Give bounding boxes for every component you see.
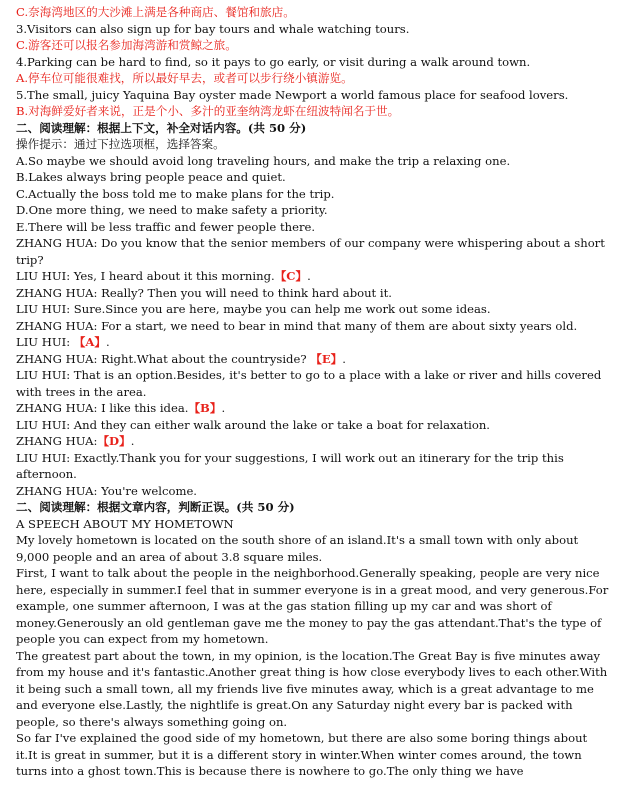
answer-dropdown[interactable]: 【A】 (73, 335, 106, 349)
option-item: A.So maybe we should avoid long traveling hours, and make the trip a relaxing one. (16, 153, 511, 168)
dialogue-line: LIU HUI: 【A】. (16, 335, 110, 349)
dialogue-line: LIU HUI: And they can either walk around the lake or take a boat for relaxation. (16, 417, 490, 432)
option-item: D.One more thing, we need to make safety a priority. (16, 203, 328, 217)
answer-dropdown[interactable]: 【B】 (188, 401, 222, 415)
dialogue-line: LIU HUI: Yes, I heard about it this morning.【C】. (16, 269, 311, 283)
document-page (16, 4, 612, 780)
option-list (16, 153, 612, 236)
statement-line: 5.The small, juicy Yaquina Bay oyster made Newport a world famous place for seafood lovers. (16, 87, 569, 102)
passage-paragraph: My lovely hometown is located on the south shore of an island.It's a small town with only about 9,000 people and an area of about 3.8 square miles. (16, 533, 582, 564)
section-heading: 二、阅读理解：根据文章内容，判断正误。(共 50 分) (16, 500, 295, 514)
answer-dropdown[interactable]: 【E】 (310, 351, 343, 366)
answer-dropdown[interactable]: 【C】 (274, 269, 308, 283)
dialogue-line: ZHANG HUA: I like this idea.【B】. (16, 401, 226, 415)
dialogue-line: ZHANG HUA: Do you know that the senior members of our company were whispering about a short trip? (16, 236, 609, 267)
translation-line: B.对海鲜爱好者来说，正是个小、多汁的亚奎纳湾龙虾在纽波特闻名于世。 (16, 104, 400, 118)
dialogue-line: LIU HUI: That is an option.Besides, it's better to go to a place with a lake or river and hills covered with trees in the area. (16, 368, 605, 399)
passage (16, 532, 612, 780)
passage-paragraph: So far I've explained the good side of my hometown, but there are also some boring things about it.It is great in summer, but it is a different story in winter.When winter comes around, the town turns into a ghost town.This is because there is nowhere to go.The only thing we have (16, 731, 591, 778)
translation-line: C.奈海湾地区的大沙滩上满是各种商店、餐馆和旅店。 (16, 5, 295, 19)
operation-hint: 操作提示：通过下拉选项框，选择答案。 (16, 137, 225, 151)
passage-paragraph: First, I want to talk about the people in the neighborhood.Generally speaking, people are very nice here, especially in summer.I feel that in summer everyone is in a great mood, and very generous.For example, one summer afternoon, I was at the gas station filling up my car and was short of money.Generously an old gentleman gave me the money to pay the gas attendant.That's the type of people you can expect from my hometown. (16, 566, 612, 646)
passage-title: A SPEECH ABOUT MY HOMETOWN (16, 516, 234, 531)
section-heading: 二、阅读理解：根据上下文，补全对话内容。(共 50 分) (16, 120, 307, 135)
statement-line: 4.Parking can be hard to find, so it pays to go early, or visit during a walk around town. (16, 54, 531, 69)
dialogue-line: ZHANG HUA:【D】. (16, 434, 135, 448)
part1-answers (16, 4, 612, 120)
dialogue-line: LIU HUI: Exactly.Thank you for your suggestions, I will work out an itinerary for the trip this afternoon. (16, 450, 568, 481)
translation-line: C.游客还可以报名参加海湾游和赏鲸之旅。 (16, 38, 237, 52)
dialogue-line: ZHANG HUA: You're welcome. (16, 483, 197, 498)
statement-line: 3.Visitors can also sign up for bay tours and whale watching tours. (16, 21, 410, 36)
dialogue-line: LIU HUI: Sure.Since you are here, maybe you can help me work out some ideas. (16, 302, 491, 316)
dialogue (16, 235, 612, 499)
option-item: B.Lakes always bring people peace and quiet. (16, 170, 286, 184)
option-item: C.Actually the boss told me to make plans for the trip. (16, 186, 335, 201)
translation-line: A.停车位可能很难找，所以最好早去，或者可以步行绕小镇游览。 (16, 71, 353, 85)
dialogue-line: ZHANG HUA: Right.What about the countryside? 【E】. (16, 351, 346, 366)
dialogue-line: ZHANG HUA: Really? Then you will need to think hard about it. (16, 285, 392, 300)
passage-paragraph: The greatest part about the town, in my opinion, is the location.The Great Bay is five minutes away from my house and it's fantastic.Another great thing is how close everybody lives to each other.With it being such a small town, all my friends live five minutes away, which is a great advantage to me and everyone else.Lastly, the nightlife is great.On any Saturday night every bar is packed with people, so there's always something going on. (16, 648, 611, 729)
dialogue-line: ZHANG HUA: For a start, we need to bear in mind that many of them are about sixty years old. (16, 318, 578, 333)
option-item: E.There will be less traffic and fewer people there. (16, 219, 316, 234)
answer-dropdown[interactable]: 【D】 (97, 434, 131, 448)
